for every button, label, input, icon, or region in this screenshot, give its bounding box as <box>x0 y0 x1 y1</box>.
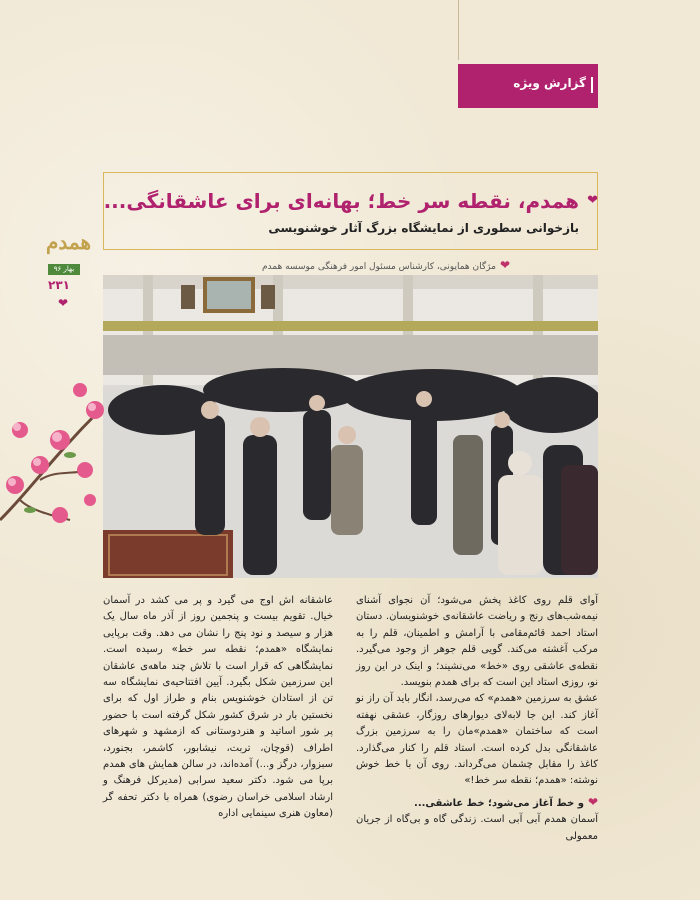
logo-word: همدم <box>46 230 91 254</box>
photo-illustration <box>103 275 598 578</box>
author-line <box>262 258 510 272</box>
paragraph: عشق به سرزمین «همدم» که می‌رسد، انگار باید آن راز نو آغاز کند. این جا لابه‌لای دیوارهای روزگار، عشقی نهفته است که ساختمان «همدم»مان را به سرزمین بزرگ عاشقانگی بدل کرده است. استاد قلم را کنار می‌گذارد. کاغذ را مقابل چشمان می‌گرداند. روی آن با خط خوش نوشته: «همدم؛ نقطه سر خط!» <box>356 693 598 787</box>
fold-line <box>458 0 459 60</box>
blossom-decoration <box>0 370 110 530</box>
issue-number: ۲۳۱ <box>48 278 70 292</box>
paragraph: عاشقانه اش اوج می گیرد و پر می کشد در آسمان خیال. تقویم بیست و پنجمین روز از آذر ماه سال یک هزار و سیصد و نود پنج را نشان می دهد. وقت برپایی نمایشگاه «همدم؛ نقطه سر خط» رسیده است. نمایشگاهی که قرار است با تلاش چند ماهه‌ی عاشقان این سرزمین شکل بگیرد. آیین افتتاحیه‌ی نمایشگاه سه تن از استادان خوشنویس بنام و طراز اول که برای نخستین بار در شرق کشور شکل گرفته است با حضور پر شور اساتید و هنردوستانی که ازمشهد و شهرهای اطراف (قوچان، تربت، نیشابور، کاشمر، بجنورد، سبزوار، درگز و...) آمده‌اند، در سالن همایش های همدم برپا می شود. دکتر سعید سرابی (مدیرکل فرهنگ و ارشاد اسلامی خراسان رضوی) همراه با دکتر تحفه گر (معاون هنری سینمایی اداره <box>103 595 333 820</box>
issue-badge: بهار ۹۶ <box>48 264 80 275</box>
exhibition-photo <box>103 275 598 578</box>
magazine-logo <box>42 230 97 310</box>
article-subtitle: بازخوانی سطوری از نمایشگاه بزرگ آثار خوشنویسی <box>268 221 579 235</box>
heart-icon: ❤ <box>587 794 598 809</box>
heart-icon: ❤ <box>499 258 510 272</box>
section-tag-bar <box>591 77 593 93</box>
title-box <box>103 172 598 250</box>
paragraph: آسمان همدم آبی آبی است. زندگی گاه و بی‌گاه از جریان معمولی <box>356 814 598 842</box>
blossom-illustration <box>0 370 110 530</box>
article-column-left <box>103 593 333 823</box>
heart-icon: ❤ <box>58 296 69 310</box>
section-tag <box>458 64 598 108</box>
author-name: مژگان همایونی، کارشناس مسئول امور فرهنگی موسسه همدم <box>261 262 496 272</box>
subheading <box>356 794 598 812</box>
heart-icon: ❤ <box>587 193 598 208</box>
article-title: همدم، نقطه سر خط؛ بهانه‌ای برای عاشقانگی... <box>103 189 579 213</box>
subheading-text: و خط آغاز می‌شود؛ خط عاشقی... <box>414 797 584 809</box>
article-column-right <box>356 593 598 845</box>
paragraph: آوای قلم روی کاغذ پخش می‌شود؛ آن نجوای آشنای نیمه‌شب‌های رنج و ریاضت عاشقانه‌ی خوشنویسان. دستان استاد احمد قائم‌مقامی با آرامش و اطمینان، قلم را به مرکب آغشته می‌کند. گویی قلم جوهر از وجود می‌گیرد. نقطه‌ی عاشقی روی «خط» می‌نشیند؛ و اینک در این روز نو، روزی استاد این است که برای همدم بنویسد. <box>356 595 598 689</box>
section-tag-label: گزارش ویژه <box>513 76 586 90</box>
